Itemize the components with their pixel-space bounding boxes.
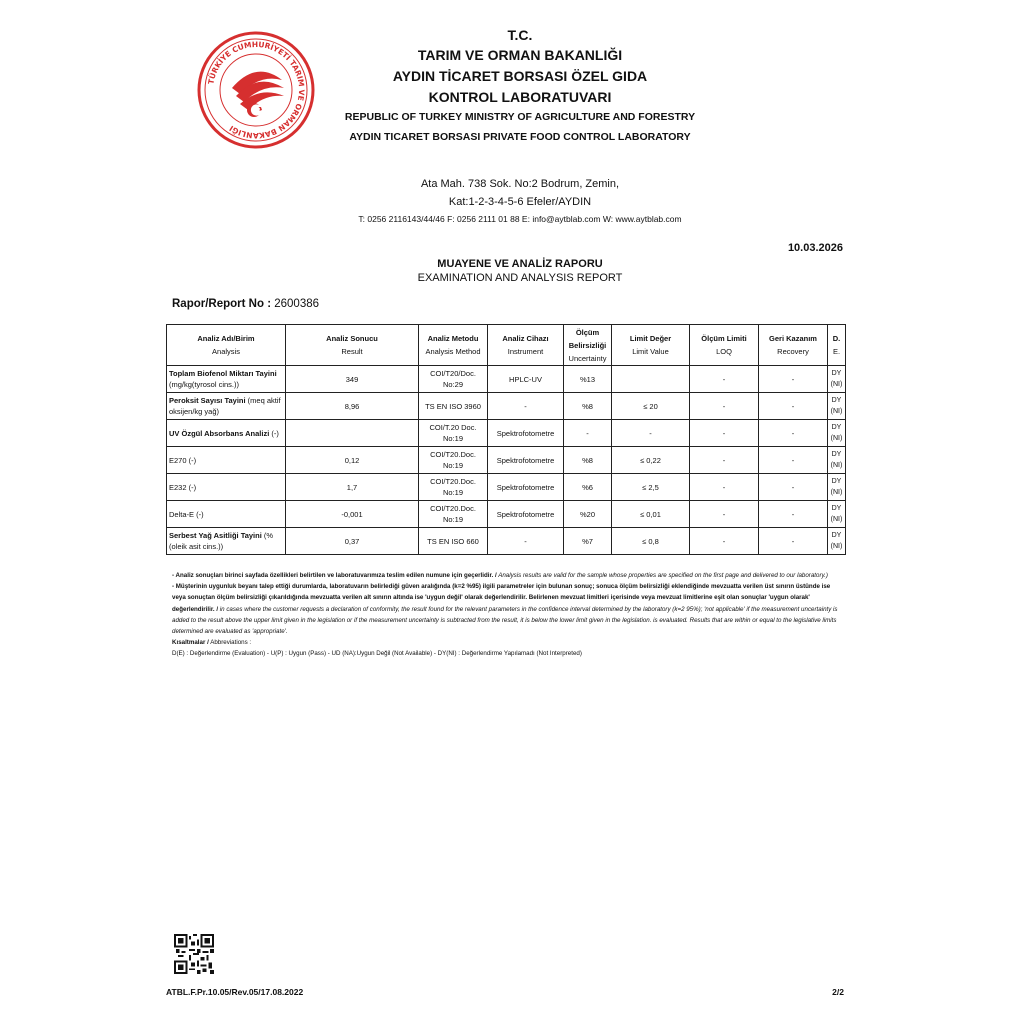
cell-uncertainty: %7 (564, 528, 612, 555)
cell-recovery: - (759, 447, 828, 474)
cell-recovery: - (759, 501, 828, 528)
cell-method: COI/T.20 Doc. No:19 (419, 420, 488, 447)
column-header: D. E. (828, 325, 846, 366)
contact-line: T: 0256 2116143/44/46 F: 0256 2111 01 88 E: info@aytblab.com W: www.aytblab.com (358, 214, 682, 224)
address-line-1: Ata Mah. 738 Sok. No:2 Bodrum, Zemin, (420, 178, 620, 190)
cell-uncertainty: %8 (564, 393, 612, 420)
column-header: Ölçüm Belirsizliği Uncertainty (564, 325, 612, 366)
cell-loq: - (690, 528, 759, 555)
cell-uncertainty: - (564, 420, 612, 447)
table-row (167, 474, 846, 501)
cell-result: 0,37 (286, 528, 419, 555)
ministry-seal-logo (196, 30, 316, 150)
cell-result: 8,96 (286, 393, 419, 420)
header-lab-tr-line2: KONTROL LABORATUVARI (428, 89, 612, 105)
cell-instrument: HPLC-UV (488, 366, 564, 393)
cell-de: DY (NI) (828, 393, 846, 420)
table-row (167, 366, 846, 393)
cell-limit: ≤ 2,5 (612, 474, 690, 501)
form-code: ATBL.F.Pr.10.05/Rev.05/17.08.2022 (166, 987, 304, 997)
parameter-name: UV Özgül Absorbans Analizi (-) (167, 420, 286, 447)
cell-limit: - (612, 420, 690, 447)
parameter-name: E270 (-) (167, 447, 286, 474)
cell-limit: ≤ 0,22 (612, 447, 690, 474)
header-lab-en: AYDIN TICARET BORSASI PRIVATE FOOD CONTROL LABORATORY (349, 131, 691, 143)
report-number-value: 2600386 (274, 298, 320, 310)
cell-de: DY (NI) (828, 501, 846, 528)
table-row (167, 447, 846, 474)
parameter-name: E232 (-) (167, 474, 286, 501)
cell-de: DY (NI) (828, 528, 846, 555)
column-header: Ölçüm Limiti LOQ (690, 325, 759, 366)
parameter-name: Peroksit Sayısı Tayini (meq aktif oksijen/kg yağ) (167, 393, 286, 420)
parameter-name: Serbest Yağ Asitliği Tayini (% (oleik asit cins.)) (167, 528, 286, 555)
cell-loq: - (690, 366, 759, 393)
cell-recovery: - (759, 528, 828, 555)
cell-method: COI/T20.Doc. No:19 (419, 474, 488, 501)
cell-uncertainty: %13 (564, 366, 612, 393)
cell-result: 0,12 (286, 447, 419, 474)
table-header-row (167, 325, 846, 366)
seal-ring-text: TÜRKİYE CUMHURİYETİ TARIM VE ORMAN BAKANLIĞI (206, 39, 307, 141)
cell-method: TS EN ISO 3960 (419, 393, 488, 420)
cell-result: -0,001 (286, 501, 419, 528)
table-row (167, 393, 846, 420)
cell-instrument: Spektrofotometre (488, 501, 564, 528)
cell-result (286, 420, 419, 447)
cell-method: COI/T20.Doc. No:19 (419, 447, 488, 474)
qr-code-icon (174, 934, 214, 974)
report-title-tr: MUAYENE VE ANALİZ RAPORU (437, 258, 603, 270)
cell-method: COI/T20/Doc. No:29 (419, 366, 488, 393)
report-number (172, 298, 319, 310)
cell-instrument: - (488, 528, 564, 555)
header-tc: T.C. (507, 27, 533, 43)
cell-limit: ≤ 0,01 (612, 501, 690, 528)
report-notes (172, 570, 842, 660)
cell-recovery: - (759, 474, 828, 501)
cell-de: DY (NI) (828, 420, 846, 447)
cell-result: 1,7 (286, 474, 419, 501)
table-row (167, 528, 846, 555)
cell-method: COI/T20.Doc. No:19 (419, 501, 488, 528)
results-table (166, 324, 846, 555)
column-header: Analiz Cihazı Instrument (488, 325, 564, 366)
cell-method: TS EN ISO 660 (419, 528, 488, 555)
column-header: Analiz Sonucu Result (286, 325, 419, 366)
page-number: 2/2 (832, 987, 844, 997)
cell-limit (612, 366, 690, 393)
column-header: Analiz Metodu Analysis Method (419, 325, 488, 366)
cell-instrument: - (488, 393, 564, 420)
cell-de: DY (NI) (828, 366, 846, 393)
cell-instrument: Spektrofotometre (488, 474, 564, 501)
header-lab-tr-line1: AYDIN TİCARET BORSASI ÖZEL GIDA (392, 68, 648, 84)
abbreviations-line: D(E) : Değerlendirme (Evaluation) - U(P) : Uygun (Pass) - UD (NA):Uygun Değil (Not Available) - DY(NI) : Değerlendirme Yapılamadı (Not Interpreted) (172, 650, 582, 658)
cell-loq: - (690, 420, 759, 447)
abbreviations-heading: Kısaltmalar / Abbreviations : (172, 639, 252, 647)
column-header: Geri Kazanım Recovery (759, 325, 828, 366)
header-ministry-tr: TARIM VE ORMAN BAKANLIĞI (417, 47, 623, 63)
note-conformity: - Müşterinin uygunluk beyanı talep ettiği durumlarda, laboratuvarın belirlediği güven aralığında (k=2 %95) ilgili parametreler için bulunan sonuç; sonuca ölçüm belirsizliği eklendiğinde mevzuatta verilen üst sınırın üstünde ise veya sonuçtan ölçüm belirsizliği çıkarıldığında mevzuatta verilen alt sınırın altında ise 'uygun değil' olarak değerlendirilir. Belirlenen mevzuat limitleri içerisinde veya mevzuat limitlerine eşit olan sonuçlar 'uygun olarak' değerlendirilir. / in cases where the customer requests a declaration of conformity, the result found for the relevant parameters in the confidence interval determined by the laboratory (k=2 95%); 'not applicable' if the measurement uncertainty is added to the result above the upper limit given in the legislation or if the measurement uncertainty is subtracted from the result, it is below the lower limit given in the legislation. is evaluated. Results that are within or equal to the legislative limits determined are evaluated as 'appropriate'. (172, 583, 838, 636)
report-date: 10.03.2026 (787, 242, 843, 254)
cell-uncertainty: %8 (564, 447, 612, 474)
note-validity: - Analiz sonuçları birinci sayfada özellikleri belirtilen ve laboratuvarımıza teslim edilen numune için geçerlidir. / Analysis results are valid for the sample whose properties are specified on the first page and delivered to our laboratory.) (172, 572, 828, 579)
cell-recovery: - (759, 366, 828, 393)
table-row (167, 501, 846, 528)
cell-uncertainty: %6 (564, 474, 612, 501)
parameter-name: Toplam Biofenol Miktarı Tayini (mg/kg(tyrosol cins.)) (167, 366, 286, 393)
cell-limit: ≤ 20 (612, 393, 690, 420)
cell-uncertainty: %20 (564, 501, 612, 528)
address-line-2: Kat:1-2-3-4-5-6 Efeler/AYDIN (448, 196, 592, 208)
cell-de: DY (NI) (828, 474, 846, 501)
table-row (167, 420, 846, 447)
cell-loq: - (690, 447, 759, 474)
cell-limit: ≤ 0,8 (612, 528, 690, 555)
cell-de: DY (NI) (828, 447, 846, 474)
column-header: Limit Değer Limit Value (612, 325, 690, 366)
cell-instrument: Spektrofotometre (488, 447, 564, 474)
cell-result: 349 (286, 366, 419, 393)
cell-recovery: - (759, 393, 828, 420)
cell-instrument: Spektrofotometre (488, 420, 564, 447)
column-header: Analiz Adı/Birim Analysis (167, 325, 286, 366)
report-title-en: EXAMINATION AND ANALYSIS REPORT (417, 272, 623, 284)
cell-loq: - (690, 393, 759, 420)
cell-loq: - (690, 474, 759, 501)
cell-loq: - (690, 501, 759, 528)
cell-recovery: - (759, 420, 828, 447)
header-ministry-en: REPUBLIC OF TURKEY MINISTRY OF AGRICULTURE AND FORESTRY (344, 111, 696, 123)
parameter-name: Delta-E (-) (167, 501, 286, 528)
report-number-label: Rapor/Report No : (172, 298, 272, 310)
